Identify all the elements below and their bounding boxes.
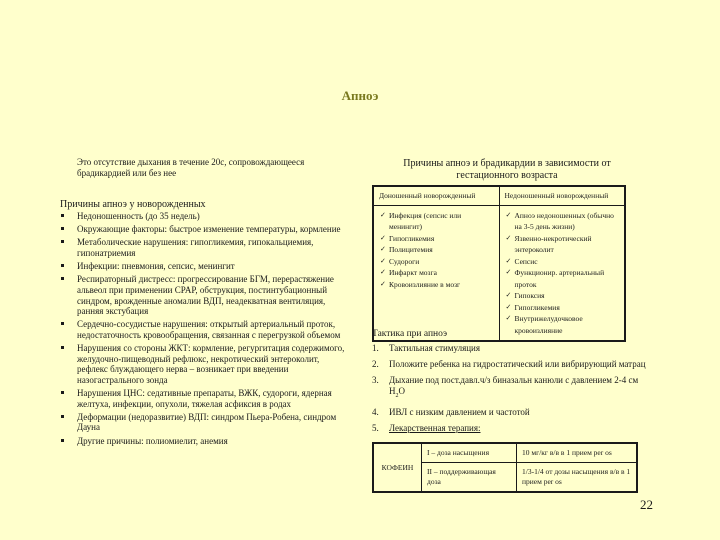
term-cause-item: ✓ Полицитемия: [380, 245, 433, 254]
cause-item: Инфекции: пневмония, сепсис, менингит: [60, 261, 345, 272]
tactic-item: 5. Лекарственная терапия:: [372, 422, 481, 433]
bullet-icon: [61, 264, 64, 267]
check-icon: ✓: [505, 210, 512, 219]
gestation-table-body-row: [373, 205, 625, 341]
cause-item: Другие причины: полиомиелит, анемия: [60, 436, 345, 447]
dose-type-cell: I – доза насыщения: [422, 443, 517, 463]
check-icon: ✓: [380, 233, 386, 242]
tactic-item: 4. ИВЛ с низким давлением и частотой: [372, 406, 530, 417]
preterm-cause-item: ✓ Гипоксия: [505, 291, 545, 300]
gestation-table-header-row: [373, 186, 625, 205]
drug-table-row: [373, 443, 637, 463]
check-icon: ✓: [380, 210, 386, 219]
bullet-icon: [61, 439, 64, 442]
cause-item: Недоношенность (до 35 недель): [60, 211, 345, 222]
bullet-icon: [61, 415, 64, 418]
check-icon: ✓: [505, 268, 512, 276]
cause-item: Сердечно-сосудистые нарушения: открытый артериальный проток, недостаточность кровообращения, связанная с перегрузкой объемом: [60, 319, 345, 340]
check-icon: ✓: [505, 256, 512, 265]
tactics-heading: Тактика при апноэ: [372, 329, 448, 339]
preterm-causes-cell: [499, 205, 625, 341]
check-icon: ✓: [380, 245, 386, 253]
cause-item: Нарушения ЦНС: седативные препараты, ВЖК, судороги, ядерная желтуха, инфекции, опухоли, тяжелая асфиксия в родах: [60, 388, 345, 409]
cause-item: Респираторный дистресс: прогрессирование БГМ, перерастяжение альвеол при применении CPAP, обструкция, постинтубационный синдром, врожденные аномалии ВДП, неадекватная вентиляция, ранняя экстубация: [60, 274, 345, 316]
gestation-table-title: Причины апноэ и брадикардии в зависимости от гестационного возраста: [403, 158, 611, 181]
check-icon: ✓: [380, 268, 386, 276]
tactic-item: 2. Положите ребенка на гидростатический или вибрирующий матрац: [372, 359, 646, 369]
check-icon: ✓: [505, 291, 512, 299]
slide-title: Апноэ: [341, 88, 379, 103]
term-cause-item: ✓ Инфекция (сепсис или менингит): [380, 210, 462, 231]
tactic-item: 3. Дыхание под пост.давл.ч/з биназальн канюли с давлением 2-4 см $H_2O$: [372, 375, 639, 399]
dose-value-cell: 10 мг/кг в/в в 1 прием per os: [517, 443, 638, 463]
term-cause-item: ✓ Кровоизлияние в мозг: [380, 279, 461, 289]
bullet-icon: [61, 391, 64, 394]
preterm-cause-item: ✓ Апноэ недоношенных (обычно на 3-5 день жизни): [505, 210, 614, 231]
drug-table: [372, 442, 638, 493]
cause-item: Метаболические нарушения: гипогликемия, гипокальциемия, гипонатриемия: [60, 237, 345, 258]
bullet-icon: [61, 240, 64, 243]
apnea-definition: Это отсутствие дыхания в течение 20с, сопровождающееся брадикардией или без нее: [77, 157, 305, 178]
bullet-icon: [61, 227, 64, 230]
check-icon: ✓: [380, 279, 386, 288]
dose-type-cell: II – поддерживающая доза: [422, 463, 517, 493]
term-cause-item: ✓ Инфаркт мозга: [380, 268, 437, 277]
cause-item: Деформации (недоразвитие) ВДП: синдром Пьера-Робена, синдром Дауна: [60, 412, 345, 433]
check-icon: ✓: [505, 302, 512, 311]
preterm-cause-item: ✓ Внутрижелудочковое кровоизлияние: [505, 314, 583, 335]
header-term: Доношенный новорожденный: [373, 186, 499, 205]
tactic-item: 1. Тактильная стимуляция: [372, 343, 481, 353]
causes-list: [60, 211, 345, 449]
causes-heading: Причины апноэ у новорожденных: [60, 199, 206, 210]
bullet-icon: [61, 277, 64, 280]
check-icon: ✓: [505, 314, 512, 322]
gestation-table: [372, 185, 626, 342]
preterm-cause-item: ✓ Сепсис: [505, 256, 538, 266]
bullet-icon: [61, 346, 64, 349]
term-cause-item: ✓ Судороги: [380, 256, 420, 266]
preterm-cause-item: ✓ Язвенно-некротический энтероколит: [505, 233, 592, 254]
bullet-icon: [61, 214, 64, 217]
check-icon: ✓: [505, 233, 512, 242]
tactics-list: [372, 343, 652, 439]
dose-value-cell: 1/3-1/4 от дозы насыщения в/в в 1 прием per os: [517, 463, 638, 493]
page-number: 22: [640, 497, 653, 512]
check-icon: ✓: [380, 256, 386, 265]
term-cause-item: ✓ Гипогликемия: [380, 233, 435, 243]
bullet-icon: [61, 322, 64, 325]
header-preterm: Недоношенный новорожденный: [499, 186, 625, 205]
drug-name-cell: КОФЕИН: [373, 443, 422, 492]
cause-item: Нарушения со стороны ЖКТ: кормление, регургитация содержимого, желудочно-пищеводный рефлюкс, некротический энтероколит, рефлекс блуждающего нерва – возникает при введении назогастрального зонда: [60, 343, 345, 385]
cause-item: Окружающие факторы: быстрое изменение температуры, кормление: [60, 224, 345, 235]
preterm-cause-item: ✓ Гипогликемия: [505, 302, 560, 312]
preterm-cause-item: ✓ Функционир. артериальный проток: [505, 268, 605, 289]
term-causes-cell: [373, 205, 499, 341]
